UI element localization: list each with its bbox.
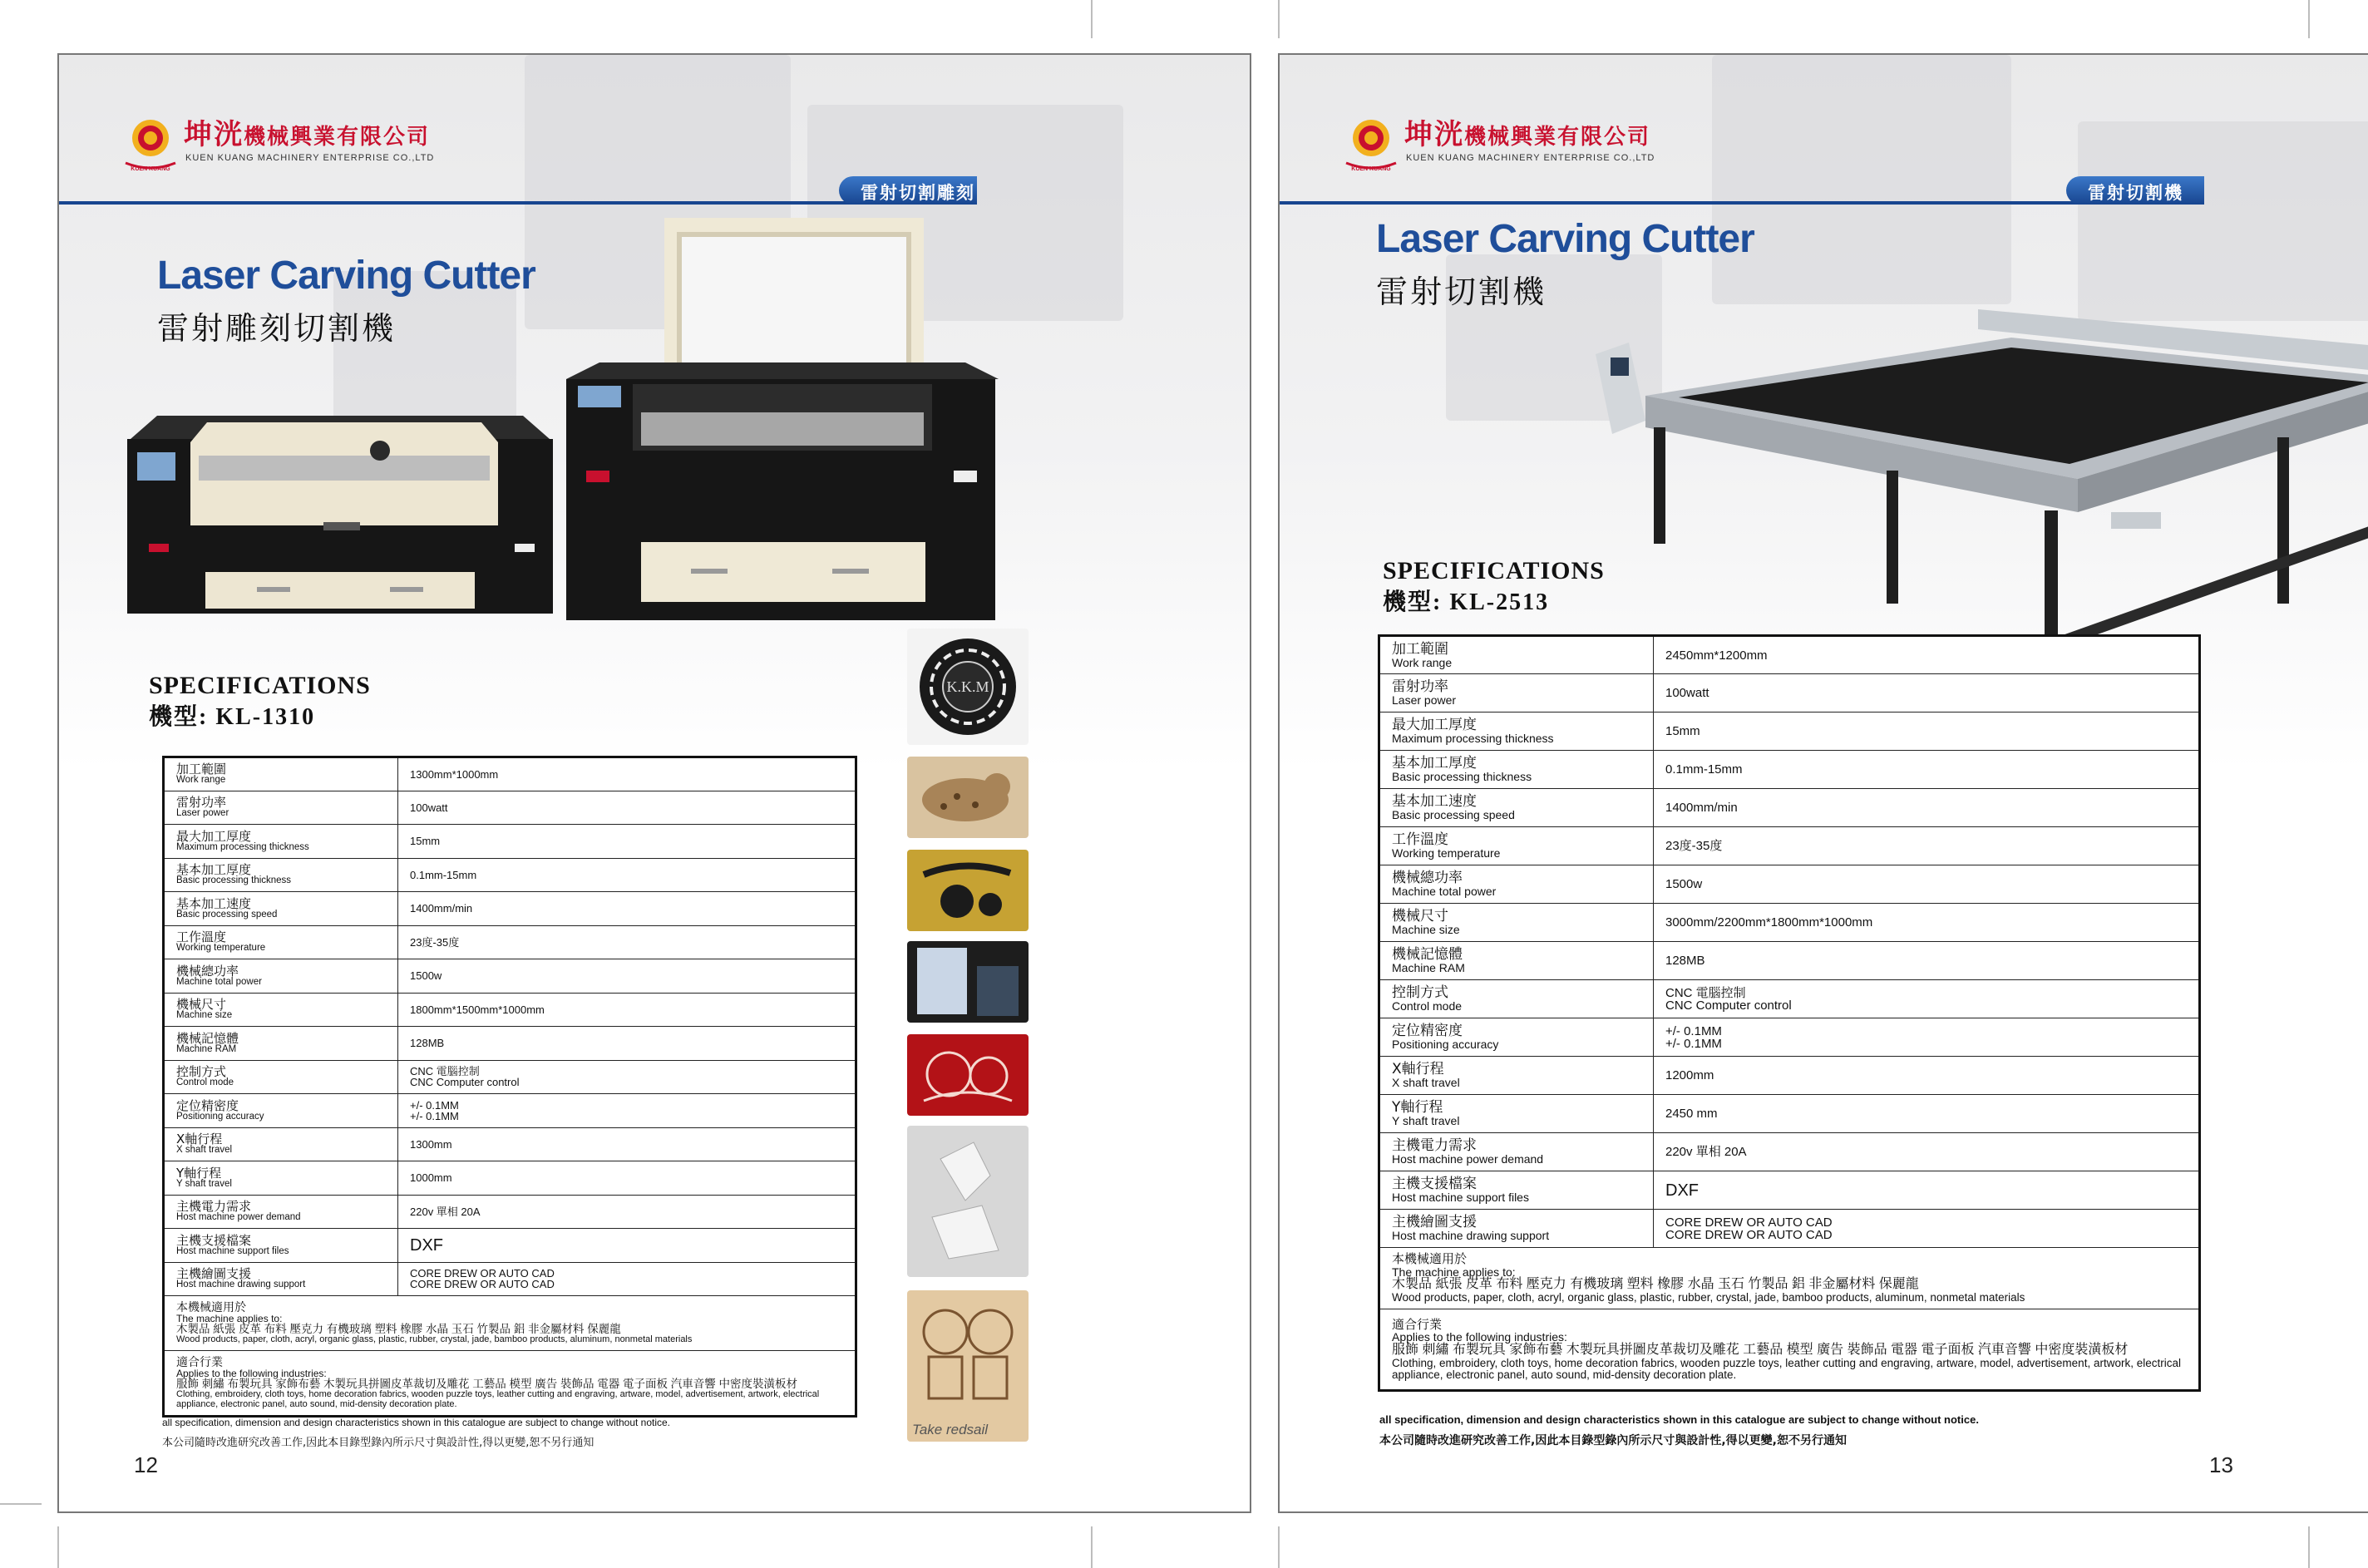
spec-label xyxy=(164,993,398,1027)
spec-label-cn: X軸行程 xyxy=(1392,1061,1444,1077)
spec-row xyxy=(164,1027,856,1061)
spec-label-cn: 雷射功率 xyxy=(1392,678,1448,695)
spec-label xyxy=(164,959,398,994)
spec-value: CNC 電腦控制 CNC Computer control xyxy=(398,1060,856,1094)
company-name-cn: 坤洸機械興業有限公司 xyxy=(184,118,431,151)
spec-row xyxy=(164,825,856,859)
model-number: 機型: KL-2513 xyxy=(1383,589,1550,615)
spec-value: 1300mm xyxy=(398,1127,856,1161)
spec-label-cn: 主機支援檔案 xyxy=(176,1232,252,1248)
spec-value: CORE DREW OR AUTO CAD CORE DREW OR AUTO CAD xyxy=(1654,1210,2200,1248)
spec-row xyxy=(1379,636,2200,674)
spec-label-cn: 主機繪圖支援 xyxy=(1392,1214,1477,1230)
spec-label xyxy=(1379,713,1654,751)
page-number: 12 xyxy=(134,1452,158,1477)
spec-label-cn: 加工範圍 xyxy=(176,762,227,777)
spec-label-en: Work range xyxy=(1392,655,1453,669)
industries-cell: 適合行業 Applies to the following industries: 服飾 刺繡 布製玩具 家飾布藝 木製玩具拼圖皮革裁切及雕花 工藝品 模型 廣告 裝飾品 電器 電子面板 汽車音響 中密度裝潢板材 Clothing, embroidery, cloth toys, home decoration fabrics, wooden puzzle toys, leather cutting and engraving, artware, model, advertisement, artwork, electrical appliance, electronic panel, auto sound, mid-density decoration plate. xyxy=(164,1351,856,1417)
spec-label xyxy=(164,1161,398,1196)
spec-label xyxy=(1379,904,1654,942)
spec-label xyxy=(164,1195,398,1229)
spec-row xyxy=(1379,713,2200,751)
disclaimer-cn: 本公司隨時改進研究改善工作,因此本目錄型錄內所示尺寸與設計性,得以更變,恕不另行通知 xyxy=(162,1437,594,1449)
spec-row xyxy=(1379,674,2200,713)
spec-label-cn: 雷射功率 xyxy=(176,795,227,810)
crop-mark xyxy=(2308,0,2310,38)
spec-label-en: X shaft travel xyxy=(176,1145,233,1155)
model-number: 機型: KL-1310 xyxy=(149,704,316,730)
spec-label-en: Host machine drawing support xyxy=(176,1280,306,1289)
company-name-en: KUEN KUANG MACHINERY ENTERPRISE CO.,LTD xyxy=(185,153,435,163)
spec-label-en: Host machine support files xyxy=(1392,1191,1529,1204)
category-banner: 雷射切割雕刻 xyxy=(839,176,977,205)
spec-row xyxy=(1379,1018,2200,1057)
spec-label-en: Host machine support files xyxy=(176,1245,289,1256)
crop-mark xyxy=(1278,0,1280,38)
spec-label-cn: 機械總功率 xyxy=(1392,870,1463,886)
spec-label-cn: 工作溫度 xyxy=(1392,831,1448,848)
disclaimer-en: all specification, dimension and design characteristics shown in this catalogue are subject to change without notice. xyxy=(1379,1413,1979,1426)
machine-photo-large xyxy=(550,213,1015,629)
spec-label-en: Basic processing thickness xyxy=(176,875,292,885)
spec-label-en: Host machine power demand xyxy=(1392,1152,1544,1166)
spec-label-en: Basic processing speed xyxy=(1392,808,1515,821)
spec-label-en: Working temperature xyxy=(176,943,266,953)
spec-row xyxy=(1379,1057,2200,1095)
spec-label xyxy=(1379,827,1654,865)
spec-value: 0.1mm-15mm xyxy=(1654,751,2200,789)
sample-image-leopard xyxy=(907,757,1029,838)
spec-value: 0.1mm-15mm xyxy=(398,858,856,892)
spec-label xyxy=(164,892,398,926)
spec-value: 1200mm xyxy=(1654,1057,2200,1095)
spec-label xyxy=(164,791,398,825)
category-banner: 雷射切割機 xyxy=(2066,176,2204,205)
crop-mark xyxy=(57,1526,59,1568)
company-logo xyxy=(121,113,180,173)
product-title-cn: 雷射切割機 xyxy=(1376,274,1547,310)
spec-label xyxy=(164,1027,398,1061)
company-logo xyxy=(1341,113,1401,173)
spec-label-en: Maximum processing thickness xyxy=(1392,732,1554,745)
spec-label-cn: 機械尺寸 xyxy=(176,997,227,1012)
sample-image-acrylic-sign xyxy=(907,941,1029,1023)
spec-row xyxy=(164,993,856,1027)
header-rule xyxy=(59,201,957,205)
spec-row xyxy=(1379,1171,2200,1210)
spec-row xyxy=(164,959,856,994)
spec-label-cn: Y軸行程 xyxy=(176,1165,222,1181)
spec-label-cn: 主機電力需求 xyxy=(1392,1137,1477,1154)
spec-row xyxy=(164,892,856,926)
header-rule xyxy=(1280,201,2194,205)
product-title-en: Laser Carving Cutter xyxy=(157,254,535,298)
spec-row xyxy=(1379,751,2200,789)
spec-row xyxy=(1379,980,2200,1018)
spec-label xyxy=(1379,1210,1654,1248)
spec-value: +/- 0.1MM +/- 0.1MM xyxy=(1654,1018,2200,1057)
applies-to-cell: 本機械適用於 The machine applies to: 木製品 紙張 皮革 布料 壓克力 有機玻璃 塑料 橡膠 水晶 玉石 竹製品 鋁 非金屬材料 保麗龍 Wood products, paper, cloth, acryl, organic glass, plastic, rubber, crystal, jade, bamboo products, aluminum, nonmetal materials xyxy=(1379,1248,2200,1309)
spec-value: 100watt xyxy=(1654,674,2200,713)
spec-label-en: Maximum processing thickness xyxy=(176,841,309,852)
spec-label-cn: X軸行程 xyxy=(176,1132,223,1146)
spec-label-cn: 控制方式 xyxy=(176,1064,227,1079)
spec-label xyxy=(164,1229,398,1263)
specifications-heading: SPECIFICATIONS xyxy=(149,672,371,699)
spec-value: 1300mm*1000mm xyxy=(398,757,856,791)
svg-text:KUEN KUANG: KUEN KUANG xyxy=(1351,166,1391,172)
spec-label-en: Work range xyxy=(176,775,226,785)
spec-label-cn: 機械記憶體 xyxy=(1392,946,1463,963)
spec-label-cn: Y軸行程 xyxy=(1392,1099,1443,1116)
spec-value: 128MB xyxy=(398,1027,856,1061)
spec-row xyxy=(164,925,856,959)
spec-row xyxy=(164,1060,856,1094)
spec-row xyxy=(164,858,856,892)
spec-label-en: Working temperature xyxy=(1392,846,1501,860)
spec-value: CNC 電腦控制 CNC Computer control xyxy=(1654,980,2200,1018)
crop-mark xyxy=(2308,1526,2310,1568)
company-name-en: KUEN KUANG MACHINERY ENTERPRISE CO.,LTD xyxy=(1406,153,1655,163)
spec-value: 3000mm/2200mm*1800mm*1000mm xyxy=(1654,904,2200,942)
spec-row xyxy=(164,1229,856,1263)
spec-value: 128MB xyxy=(1654,942,2200,980)
spec-label xyxy=(164,1094,398,1128)
spec-label-cn: 主機電力需求 xyxy=(176,1199,252,1214)
spec-label-cn: 定位精密度 xyxy=(1392,1023,1463,1039)
spec-label-en: Control mode xyxy=(176,1077,234,1087)
spec-table xyxy=(162,756,857,1418)
spec-value: 23度-35度 xyxy=(398,925,856,959)
disclaimer-en: all specification, dimension and design characteristics shown in this catalogue are subject to change without notice. xyxy=(162,1417,671,1428)
spec-label-en: Machine RAM xyxy=(1392,961,1465,974)
spec-value: 1800mm*1500mm*1000mm xyxy=(398,993,856,1027)
spec-label-cn: 機械總功率 xyxy=(176,963,239,979)
spec-label xyxy=(164,825,398,859)
applies-to-cell: 本機械適用於 The machine applies to: 木製品 紙張 皮革 布料 壓克力 有機玻璃 塑料 橡膠 水晶 玉石 竹製品 鋁 非金屬材料 保麗龍 Wood products, paper, cloth, acryl, organic glass, plastic, rubber, crystal, jade, bamboo products, aluminum, nonmetal materials xyxy=(164,1296,856,1351)
spec-row xyxy=(164,1094,856,1128)
sample-caption: Take redsail xyxy=(912,1422,989,1437)
spec-label-en: Machine size xyxy=(176,1010,233,1020)
spec-row xyxy=(164,1161,856,1196)
spec-label-en: Positioning accuracy xyxy=(176,1111,264,1122)
spec-table-body xyxy=(164,757,856,1296)
spec-value: 15mm xyxy=(1654,713,2200,751)
spec-label-cn: 最大加工厚度 xyxy=(1392,717,1477,733)
spec-row xyxy=(1379,1210,2200,1248)
spec-label xyxy=(1379,980,1654,1018)
spec-value: 15mm xyxy=(398,825,856,859)
spec-label-en: Machine size xyxy=(1392,923,1460,936)
spec-label-en: Basic processing thickness xyxy=(1392,770,1532,783)
spec-label-cn: 基本加工厚度 xyxy=(176,862,252,877)
disclaimer-cn: 本公司隨時改進研究改善工作,因此本目錄型錄內所示尺寸與設計性,得以更變,恕不另行通知 xyxy=(1379,1434,1847,1447)
spec-value: 23度-35度 xyxy=(1654,827,2200,865)
page-number: 13 xyxy=(2209,1452,2233,1477)
catalog-page-right xyxy=(1278,53,2368,1513)
catalog-page-left xyxy=(57,53,1251,1513)
spec-value: CORE DREW OR AUTO CAD CORE DREW OR AUTO CAD xyxy=(398,1262,856,1296)
spec-label-en: Machine RAM xyxy=(176,1043,237,1054)
sample-image-paper-cut xyxy=(907,1034,1029,1116)
spec-row xyxy=(164,791,856,825)
spec-label-en: Y shaft travel xyxy=(1392,1114,1460,1127)
spec-value: 2450 mm xyxy=(1654,1095,2200,1133)
crop-mark xyxy=(1091,1526,1093,1568)
spec-label-cn: 加工範圍 xyxy=(1392,640,1448,658)
spec-row xyxy=(1379,904,2200,942)
spec-value: DXF xyxy=(1654,1171,2200,1210)
crop-mark xyxy=(1278,1526,1280,1568)
spec-label xyxy=(164,1262,398,1296)
spec-label xyxy=(1379,1171,1654,1210)
spec-label xyxy=(1379,1018,1654,1057)
spec-value: 1400mm/min xyxy=(398,892,856,926)
spec-row xyxy=(164,1127,856,1161)
spec-label-en: Host machine power demand xyxy=(176,1212,301,1222)
spec-label-cn: 主機支援檔案 xyxy=(1392,1176,1477,1192)
spec-label-cn: 機械尺寸 xyxy=(1392,908,1448,925)
spec-label xyxy=(164,858,398,892)
spec-row xyxy=(1379,1095,2200,1133)
spec-label-en: Control mode xyxy=(1392,999,1463,1013)
company-name-cn: 坤洸機械興業有限公司 xyxy=(1404,118,1651,151)
spec-label-cn: 控制方式 xyxy=(1392,984,1448,1001)
spec-label xyxy=(164,757,398,791)
spec-label xyxy=(1379,1057,1654,1095)
spec-row xyxy=(1379,789,2200,827)
spec-value: 1500w xyxy=(1654,865,2200,904)
spec-row xyxy=(1379,942,2200,980)
spec-label-en: Laser power xyxy=(1392,693,1457,707)
product-title-en: Laser Carving Cutter xyxy=(1376,217,1754,261)
specifications-heading: SPECIFICATIONS xyxy=(1383,557,1605,584)
spec-label xyxy=(1379,865,1654,904)
spec-value: DXF xyxy=(398,1229,856,1263)
industries-cell: 適合行業 Applies to the following industries: 服飾 刺繡 布製玩具 家飾布藝 木製玩具拼圖皮革裁切及雕花 工藝品 模型 廣告 裝飾品 電器 電子面板 汽車音響 中密度裝潢板材 Clothing, embroidery, cloth toys, home decoration fabrics, wooden puzzle toys, leather cutting and engraving, artware, model, advertisement, artwork, electrical appliance, electronic panel, auto sound, mid-density decoration plate. xyxy=(1379,1309,2200,1391)
spec-label-cn: 定位精密度 xyxy=(176,1097,239,1113)
spec-label-cn: 主機繪圖支援 xyxy=(176,1266,252,1281)
sample-image-engraving xyxy=(907,850,1029,931)
spec-label-cn: 機械記憶體 xyxy=(176,1030,239,1046)
machine-photo-small xyxy=(116,372,583,622)
spec-value: 100watt xyxy=(398,791,856,825)
spec-label-en: Machine total power xyxy=(1392,885,1497,898)
spec-label-en: Machine total power xyxy=(176,976,262,987)
spec-label xyxy=(1379,674,1654,713)
spec-label xyxy=(1379,751,1654,789)
spec-value: +/- 0.1MM +/- 0.1MM xyxy=(398,1094,856,1128)
spec-table-body xyxy=(1379,636,2200,1248)
spec-row xyxy=(1379,1133,2200,1171)
spec-label-cn: 基本加工速度 xyxy=(1392,793,1477,810)
spec-label xyxy=(1379,942,1654,980)
spec-value: 220v 單相 20A xyxy=(398,1195,856,1229)
spec-label xyxy=(164,925,398,959)
sample-image-logo xyxy=(907,629,1029,745)
spec-row xyxy=(164,757,856,791)
spec-value: 1500w xyxy=(398,959,856,994)
spec-row xyxy=(1379,865,2200,904)
spec-label-en: Y shaft travel xyxy=(176,1178,232,1189)
sample-image-wood-engraving xyxy=(907,1290,1029,1442)
spec-label xyxy=(1379,789,1654,827)
spec-row xyxy=(164,1195,856,1229)
spec-value: 220v 單相 20A xyxy=(1654,1133,2200,1171)
product-title-cn: 雷射雕刻切割機 xyxy=(157,310,397,347)
spec-label-en: X shaft travel xyxy=(1392,1076,1460,1089)
spec-row xyxy=(164,1262,856,1296)
spec-table xyxy=(1378,634,2201,1392)
crop-mark xyxy=(1091,0,1093,38)
spec-value: 1400mm/min xyxy=(1654,789,2200,827)
svg-text:K.K.M: K.K.M xyxy=(946,678,989,695)
sample-image-crystal xyxy=(907,1126,1029,1277)
spec-value: 1000mm xyxy=(398,1161,856,1196)
crop-mark xyxy=(0,1503,42,1505)
spec-label-en: Positioning accuracy xyxy=(1392,1038,1499,1051)
spec-row xyxy=(1379,827,2200,865)
spec-label-cn: 最大加工厚度 xyxy=(176,828,252,844)
spec-label-en: Laser power xyxy=(176,808,229,818)
spec-label xyxy=(1379,1133,1654,1171)
spec-label xyxy=(1379,1095,1654,1133)
spec-label-cn: 基本加工速度 xyxy=(176,895,252,911)
spec-value: 2450mm*1200mm xyxy=(1654,636,2200,674)
spec-label-cn: 工作溫度 xyxy=(176,929,227,944)
spec-label xyxy=(164,1127,398,1161)
spec-label xyxy=(164,1060,398,1094)
spec-label xyxy=(1379,636,1654,674)
spec-label-en: Host machine drawing support xyxy=(1392,1229,1550,1242)
spec-label-en: Basic processing speed xyxy=(176,909,278,920)
spec-label-cn: 基本加工厚度 xyxy=(1392,755,1477,772)
svg-text:KUEN KUANG: KUEN KUANG xyxy=(131,166,170,172)
